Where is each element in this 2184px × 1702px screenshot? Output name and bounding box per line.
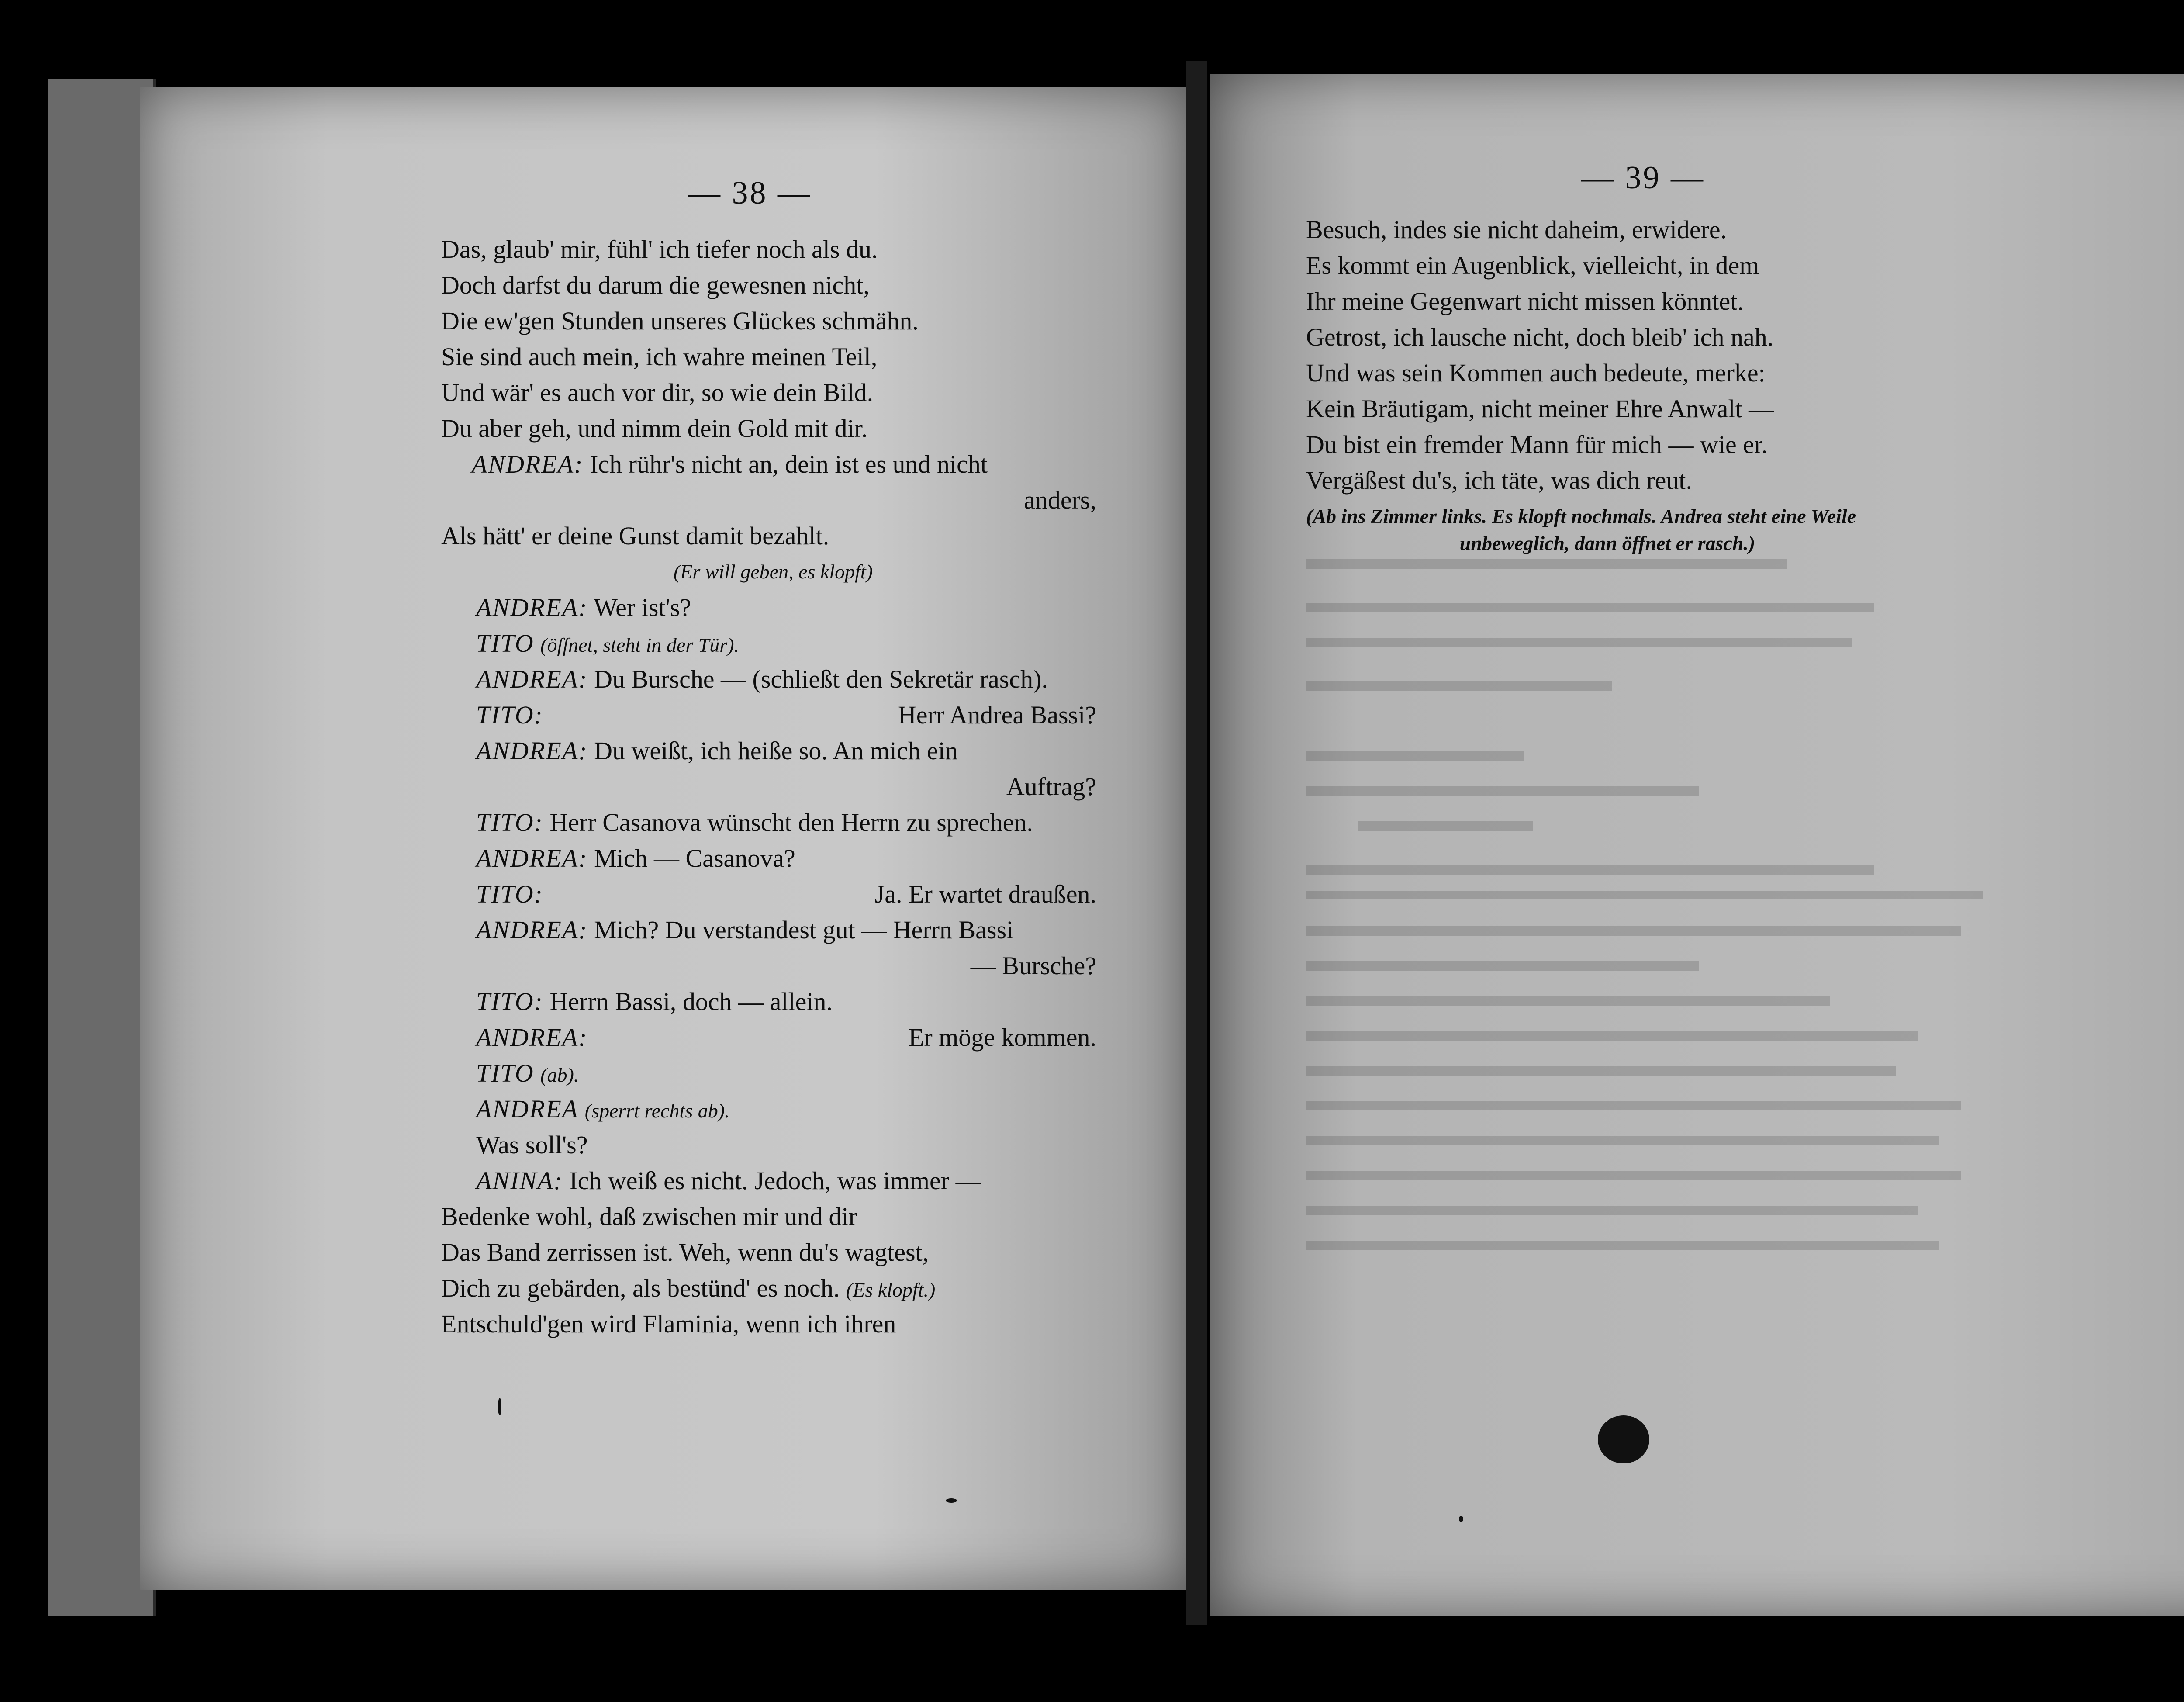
dialogue-line (441, 1055, 1105, 1091)
verse-line: Als hätt' er deine Gunst damit bezahlt. (441, 522, 829, 550)
speech-text: Wer ist's? (594, 593, 691, 622)
speech-text: Dich zu gebärden, als bestünd' es noch. (441, 1274, 840, 1302)
verse-line: Es kommt ein Augenblick, vielleicht, in dem (1306, 251, 1759, 280)
dialogue-line (441, 697, 1105, 733)
stage-direction: (Ab ins Zimmer links. Es klopft nochmals. Andrea steht eine Weile (1306, 505, 1856, 527)
dialogue-line (441, 805, 1105, 841)
speech-text: Er möge kommen. (908, 1023, 1096, 1052)
verse-line: Und was sein Kommen auch bedeute, merke: (1306, 359, 1766, 387)
speaker-name: ANDREA: (476, 665, 588, 693)
speech-text: Mich — Casanova? (594, 844, 795, 872)
book-gutter (1186, 61, 1207, 1625)
speaker-name: TITO: (476, 701, 543, 729)
verse-line: Und wär' es auch vor dir, so wie dein Bild. (441, 378, 874, 407)
speaker-name: ANINA: (476, 1166, 563, 1195)
speech-continuation: — Bursche? (970, 951, 1096, 980)
dialogue-line (441, 841, 1105, 876)
dialogue-line (441, 912, 1105, 948)
verse-line: Besuch, indes sie nicht daheim, erwidere. (1306, 215, 1727, 244)
speaker-name: ANDREA: (476, 593, 588, 622)
verse-line: Die ew'gen Stunden unseres Glückes schmähn. (441, 307, 919, 335)
ink-speck (498, 1398, 501, 1415)
verse-line: Das, glaub' mir, fühl' ich tiefer noch als du. (441, 235, 878, 263)
dialogue-line (441, 984, 1105, 1020)
verse-line: Sie sind auch mein, ich wahre meinen Teil, (441, 342, 878, 371)
verse-line: Ihr meine Gegenwart nicht missen könntet. (1306, 287, 1744, 315)
verse-line: Doch darfst du darum die gewesnen nicht, (441, 271, 870, 299)
verse-line (441, 1270, 1105, 1306)
speech-text: Du Bursche — (schließt den Sekretär rasch). (594, 665, 1048, 693)
speaker-name: ANDREA: (476, 737, 588, 765)
speech-text: Herr Casanova wünscht den Herrn zu sprechen. (549, 808, 1033, 837)
stage-direction: (sperrt rechts ab). (584, 1100, 730, 1122)
dialogue-line (441, 661, 1105, 697)
speaker-name: ANDREA: (476, 1023, 588, 1052)
speech-text: Was soll's? (476, 1131, 588, 1159)
stage-direction: (ab). (540, 1064, 579, 1086)
speech-text: Ja. Er wartet draußen. (874, 880, 1096, 908)
speech-continuation: anders, (1024, 486, 1096, 514)
verse-line: Vergäßest du's, ich täte, was dich reut. (1306, 466, 1692, 495)
speaker-name: ANDREA (476, 1095, 579, 1123)
speech-text: Mich? Du verstandest gut — Herrn Bassi (594, 916, 1014, 944)
dialogue-line (441, 733, 1105, 769)
dialogue-line (441, 1091, 1105, 1127)
speech-text: Herrn Bassi, doch — allein. (549, 987, 833, 1016)
verse-line: Getrost, ich lausche nicht, doch bleib' ich nah. (1306, 323, 1774, 351)
ink-speck (946, 1498, 957, 1503)
verse-line: Entschuld'gen wird Flaminia, wenn ich ihren (441, 1310, 896, 1338)
stage-direction: unbeweglich, dann öffnet er rasch.) (1459, 532, 1755, 554)
dialogue-line (441, 1020, 1105, 1055)
ink-speck (1459, 1516, 1463, 1522)
page-number-right: — 39 — (1581, 160, 1705, 196)
speech-text: Ich weiß es nicht. Jedoch, was immer — (569, 1166, 981, 1195)
stage-direction: (Er will geben, es klopft) (673, 560, 873, 583)
speaker-name: TITO (476, 1059, 534, 1087)
speech-text: Ich rühr's nicht an, dein ist es und nicht (590, 450, 988, 478)
speaker-name: ANDREA: (476, 916, 588, 944)
verse-line: Kein Bräutigam, nicht meiner Ehre Anwalt — (1306, 394, 1774, 423)
speaker-name: ANDREA: (472, 450, 584, 478)
verse-line: Du aber geh, und nimm dein Gold mit dir. (441, 414, 868, 443)
verse-line: Du bist ein fremder Mann für mich — wie er. (1306, 430, 1768, 459)
right-page-text (1306, 212, 1987, 557)
stage-direction: (öffnet, steht in der Tür). (540, 634, 740, 656)
page-number-left: — 38 — (688, 175, 812, 211)
dialogue-line (441, 626, 1105, 661)
dialogue-line (441, 446, 1105, 482)
speech-text: Herr Andrea Bassi? (898, 701, 1096, 729)
left-page-text (441, 232, 1105, 1342)
speaker-name: ANDREA: (476, 844, 588, 872)
speech-text: Du weißt, ich heiße so. An mich ein (594, 737, 958, 765)
speaker-name: TITO: (476, 987, 543, 1016)
speaker-name: TITO: (476, 808, 543, 837)
speaker-name: TITO: (476, 880, 543, 908)
ink-blot (1598, 1415, 1649, 1463)
verse-line: Bedenke wohl, daß zwischen mir und dir (441, 1202, 857, 1231)
speech-continuation: Auftrag? (1006, 772, 1096, 801)
dialogue-line (441, 1163, 1105, 1199)
dialogue-line (441, 590, 1105, 626)
dialogue-line (441, 876, 1105, 912)
stage-direction: (Es klopft.) (846, 1279, 936, 1301)
bleed-through-texture (1306, 533, 2049, 1363)
verse-line: Das Band zerrissen ist. Weh, wenn du's wagtest, (441, 1238, 929, 1266)
speaker-name: TITO (476, 629, 534, 657)
